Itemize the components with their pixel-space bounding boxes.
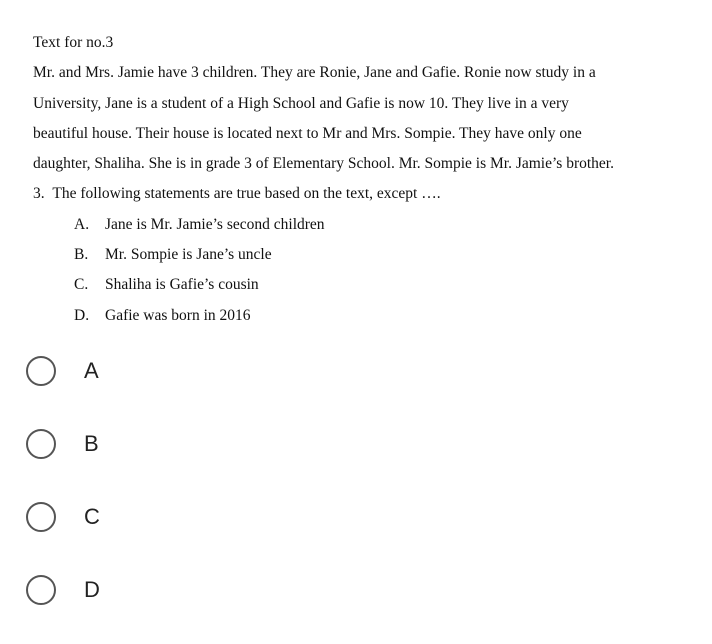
passage-line: Mr. and Mrs. Jamie have 3 children. They are Ronie, Jane and Gafie. Ronie now study in a xyxy=(33,64,596,82)
question-prompt: The following statements are true based on the text, except …. xyxy=(52,185,441,203)
choice-a[interactable] xyxy=(26,352,100,389)
statement-text: Jane is Mr. Jamie’s second children xyxy=(105,215,325,233)
passage-heading: Text for no.3 xyxy=(33,34,114,51)
choice-label[interactable]: C xyxy=(84,503,100,529)
question-stem xyxy=(33,179,705,209)
radio-button-a[interactable] xyxy=(26,356,56,386)
statement-text: Gafie was born in 2016 xyxy=(105,306,251,324)
choice-label[interactable]: D xyxy=(84,576,100,602)
passage-line: beautiful house. Their house is located next to Mr and Mrs. Sompie. They have only one xyxy=(33,124,582,142)
statement-text: Mr. Sompie is Jane’s uncle xyxy=(105,246,272,264)
choice-label[interactable]: A xyxy=(84,357,99,383)
statement-letter: A. xyxy=(74,215,90,233)
passage-line: University, Jane is a student of a High School and Gafie is now 10. They live in a very xyxy=(33,94,569,112)
statement-option-d xyxy=(33,301,705,331)
statement-option-a xyxy=(33,210,705,240)
choice-d[interactable] xyxy=(26,571,100,608)
choice-c[interactable] xyxy=(26,498,100,535)
statement-letter: B. xyxy=(74,246,89,264)
answer-choices xyxy=(26,352,100,644)
statement-option-b xyxy=(33,240,705,270)
radio-button-b[interactable] xyxy=(26,429,56,459)
statement-text: Shaliha is Gafie’s cousin xyxy=(105,276,259,294)
choice-b[interactable] xyxy=(26,425,100,462)
radio-button-c[interactable] xyxy=(26,502,56,532)
choice-label[interactable]: B xyxy=(84,430,99,456)
statement-option-c xyxy=(33,270,705,300)
passage-line: daughter, Shaliha. She is in grade 3 of Elementary School. Mr. Sompie is Mr. Jamie’s brother. xyxy=(33,155,614,173)
question-number: 3. xyxy=(33,185,45,203)
statement-letter: D. xyxy=(74,306,90,324)
statement-letter: C. xyxy=(74,276,89,294)
question-text-block xyxy=(33,28,705,331)
radio-button-d[interactable] xyxy=(26,575,56,605)
